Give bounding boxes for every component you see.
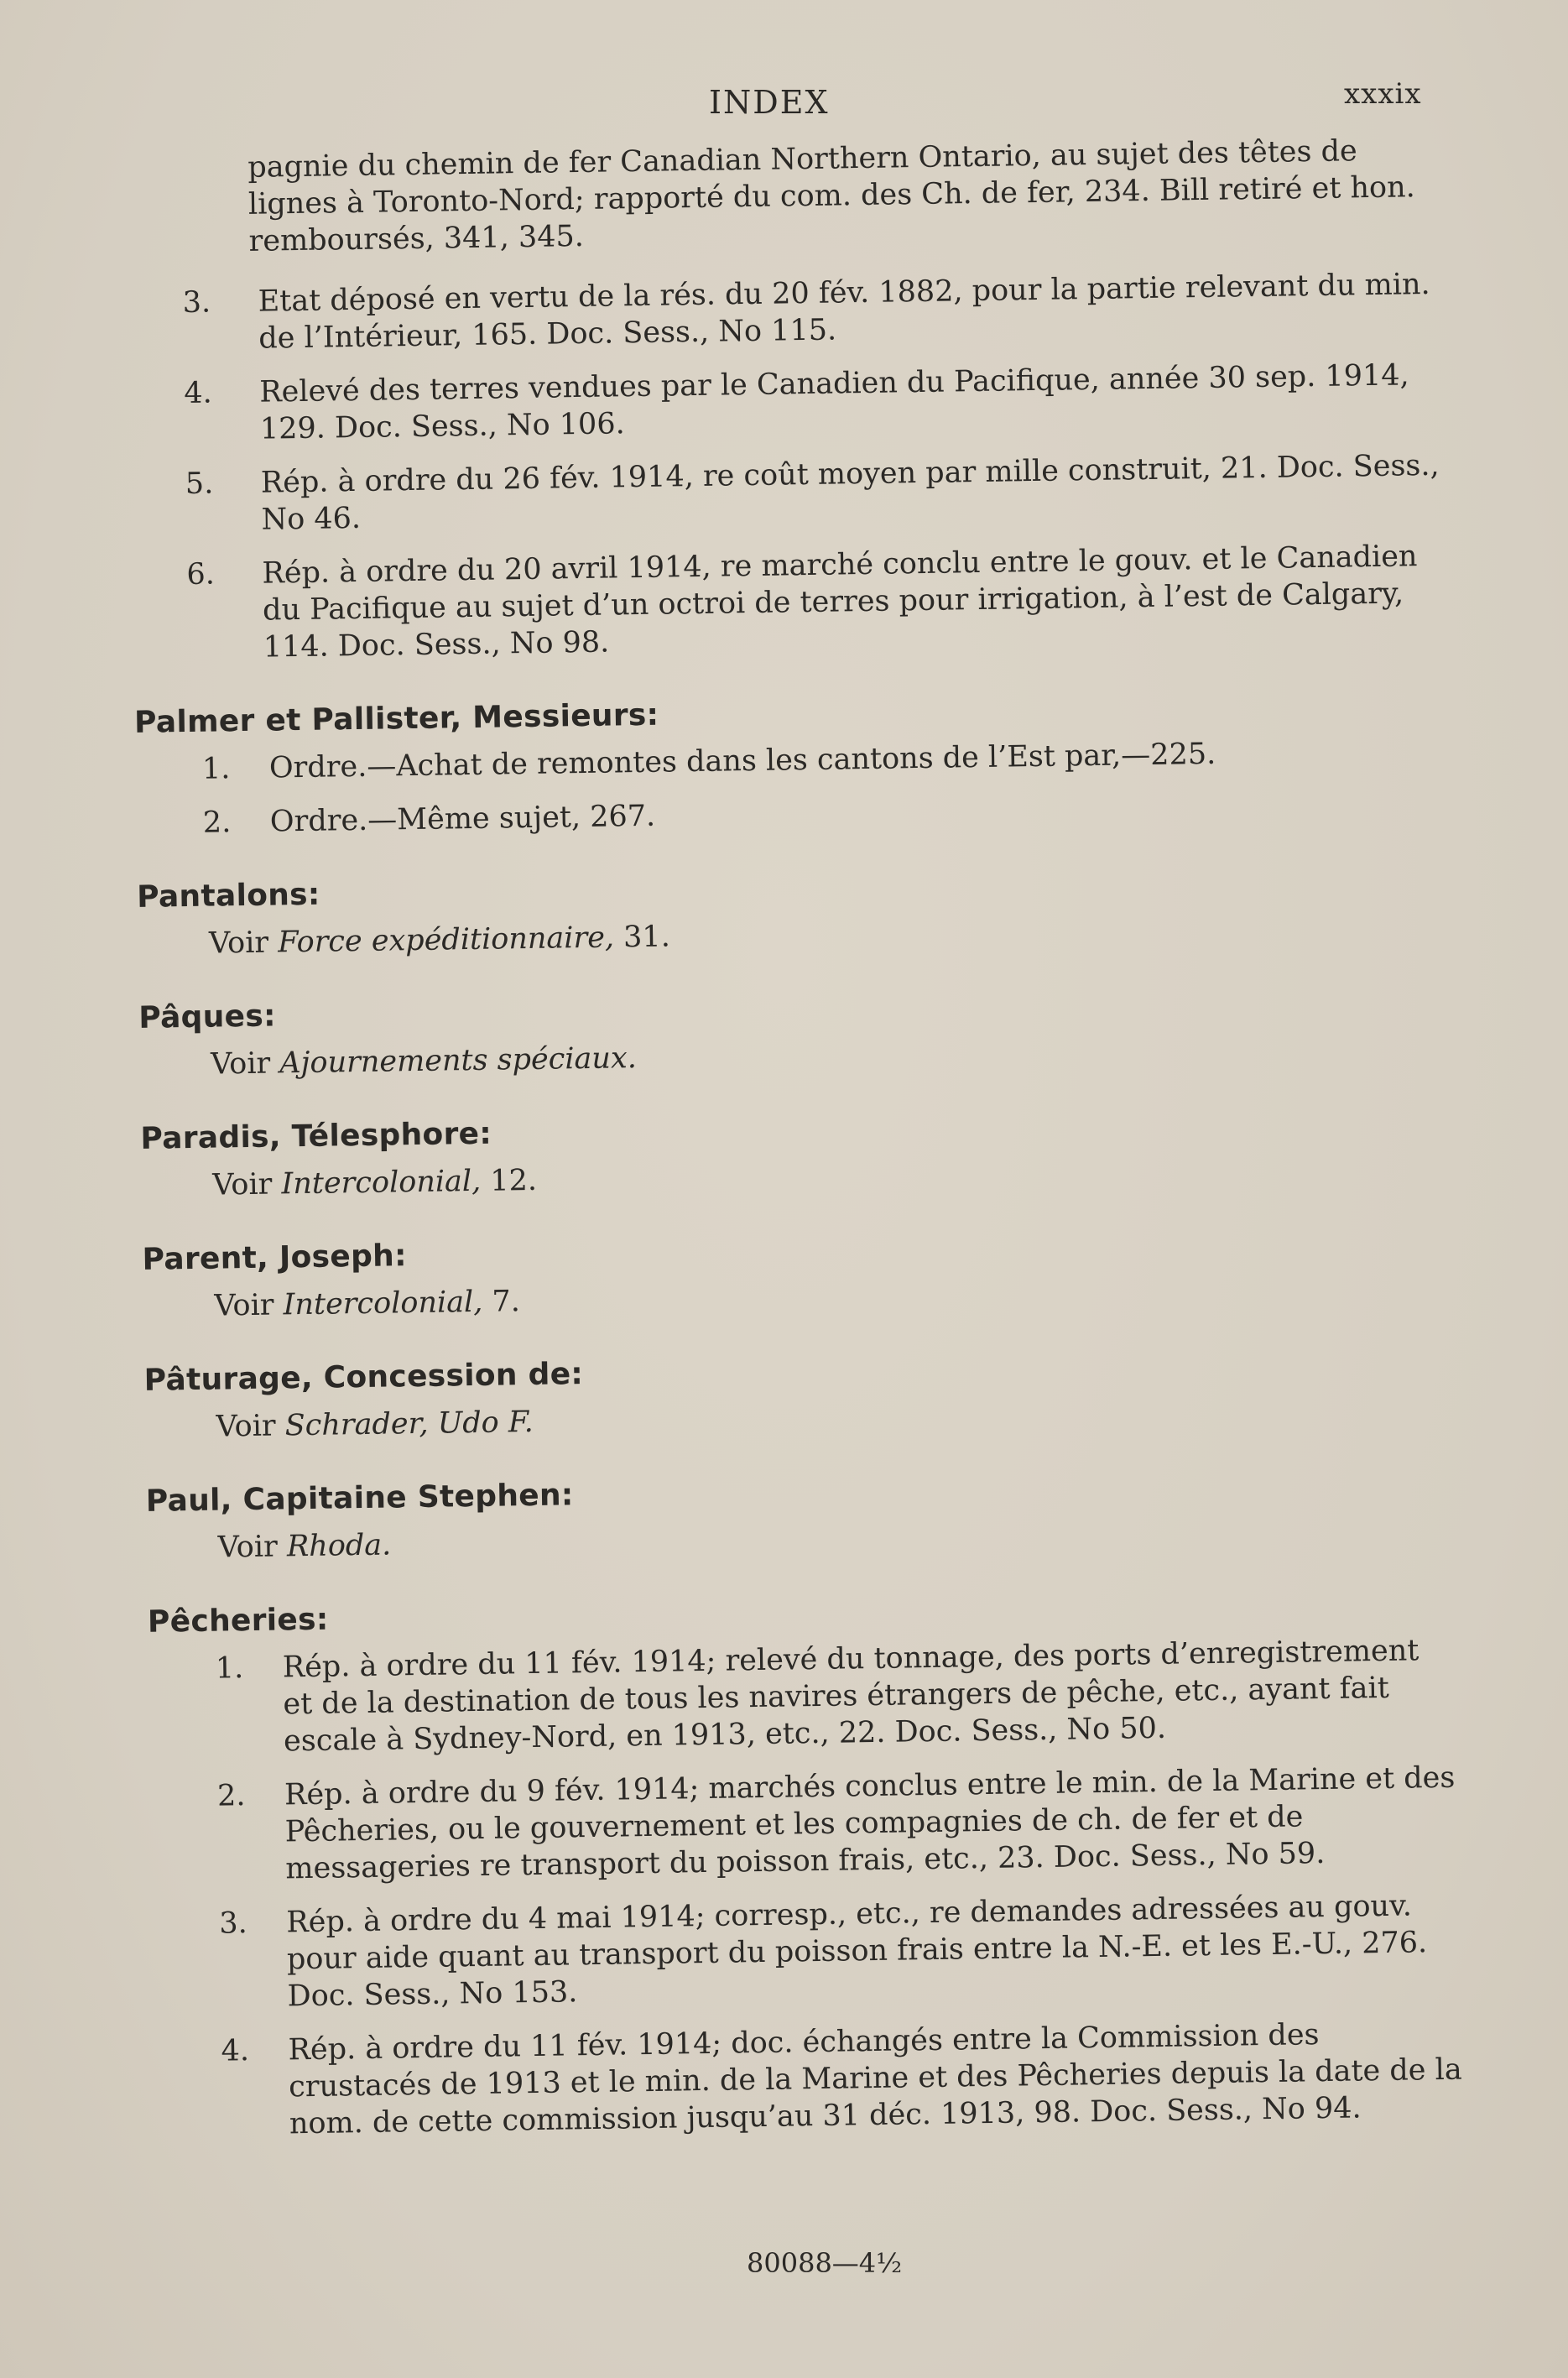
reference-target: Intercolonial,: [281, 1164, 482, 1202]
item-number: 1.: [215, 1651, 244, 1686]
item-text: Rép. à ordre du 11 fév. 1914; relevé du tonnage, des ports d’enregistrement et de la destination de tous les navires étrangers de pêche, etc., ayant fait escale à Sydney-Nord, en 1913, etc., 22. Doc. Sess., No 50.: [282, 1634, 1420, 1759]
entry-heading: Pantalons:: [136, 877, 320, 915]
reference-page: 31.: [613, 920, 671, 955]
list-item: [132, 538, 1442, 668]
index-entry-pantalons: [137, 860, 1446, 963]
index-entry-parent: [142, 1223, 1451, 1326]
index-entry-pecheries: [148, 1585, 1464, 2145]
entry-heading: Pâques:: [138, 999, 277, 1035]
voir-label: Voir: [208, 926, 269, 961]
item-text: Rép. à ordre du 9 fév. 1914; marchés conclus entre le min. de la Marine et des Pêcheries, ou le gouvernement et les compagnies de ch. de fer et de messageries re transport du poisson frais, etc., 23. Doc. Sess., No 59.: [284, 1760, 1456, 1886]
item-text: Etat déposé en vertu de la rés. du 20 fév. 1882, pour la partie relevant du min. de l’Intérieur, 165. Doc. Sess., No 115.: [258, 267, 1430, 356]
see-reference: [146, 1511, 1455, 1567]
reference-target: Schrader, Udo F.: [284, 1405, 534, 1443]
see-reference: [138, 907, 1446, 963]
item-number: 1.: [201, 752, 231, 786]
printer-signature: 80088—4½: [747, 2247, 903, 2279]
see-reference: [143, 1270, 1451, 1326]
item-text: Rép. à ordre du 20 avril 1914, re marché conclu entre le gouv. et le Canadien du Pacifique au sujet d’un octroi de terres pour irrigation, à l’est de Calgary, 114. Doc. Sess., No 98.: [262, 540, 1418, 665]
item-text: Rép. à ordre du 4 mai 1914; corresp., etc., re demandes adressées au gouv. pour aide quant au transport du poisson frais entre la N.-E. et les E.-U., 276. Doc. Sess., No 153.: [286, 1889, 1428, 2014]
list-item: [128, 266, 1437, 359]
voir-label: Voir: [212, 1167, 273, 1202]
reference-target: Ajournements spéciaux.: [279, 1041, 638, 1081]
continued-entry-text: pagnie du chemin de fer Canadian Northern Ontario, au sujet des têtes de lignes à Toronto-Nord; rapporté du com. des Ch. de fer, 234. Bill retiré et hon. remboursés, 341, 345.: [247, 134, 1416, 258]
list-item: [150, 1760, 1461, 1890]
index-entry-paul: [146, 1464, 1456, 1567]
item-text: Rép. à ordre du 11 fév. 1914; doc. échangés entre la Commission des crustacés de 1913 et le min. de la Marine et des Pêcheries depuis la date de la nom. de cette commission jusqu’au 31 déc. 1913, 98. Doc. Sess., No 94.: [288, 2018, 1462, 2141]
list-item: [136, 786, 1445, 842]
item-text: Rép. à ordre du 26 fév. 1914, re coût moyen par mille construit, 21. Doc. Sess., No 46.: [260, 448, 1440, 537]
entry-heading: Paradis, Télesphore:: [140, 1116, 492, 1156]
voir-label: Voir: [210, 1046, 271, 1082]
entry-heading: Palmer et Pallister, Messieurs:: [133, 697, 659, 740]
see-reference: [141, 1149, 1450, 1205]
list-item: [129, 357, 1439, 450]
voir-label: Voir: [214, 1288, 274, 1323]
index-entry-paradis: [140, 1102, 1450, 1205]
item-number: 3.: [182, 285, 211, 321]
list-item: [131, 447, 1440, 540]
reference-target: Intercolonial,: [283, 1285, 483, 1322]
list-item: [152, 1887, 1462, 2017]
index-entry-paques: [138, 981, 1448, 1084]
list-item: [154, 2015, 1464, 2145]
index-entry-paturage: [143, 1343, 1453, 1447]
reference-target: Force expéditionnaire,: [277, 920, 615, 960]
item-number: 6.: [186, 557, 216, 592]
item-text: Relevé des terres vendues par le Canadien du Pacifique, année 30 sep. 1914, 129. Doc. Sess., No 106.: [258, 358, 1409, 446]
reference-page: 12.: [480, 1163, 538, 1198]
list-item: [135, 733, 1444, 789]
item-number: 4.: [221, 2034, 250, 2068]
entry-heading: Pâturage, Concession de:: [143, 1357, 584, 1398]
reference-target: Rhoda.: [286, 1528, 392, 1564]
index-body: [126, 132, 1464, 2162]
voir-label: Voir: [216, 1409, 276, 1444]
voir-label: Voir: [217, 1530, 279, 1565]
entry-heading: Pêcheries:: [147, 1602, 329, 1640]
item-text: Ordre.—Achat de remontes dans les cantons de l’Est par,—225.: [268, 737, 1216, 785]
item-number: 2.: [202, 806, 232, 840]
entry-heading: Parent, Joseph:: [142, 1239, 408, 1277]
item-number: 2.: [216, 1779, 246, 1813]
see-reference: [144, 1390, 1453, 1447]
running-header-title: INDEX: [709, 84, 830, 121]
item-number: 3.: [219, 1906, 248, 1941]
reference-page: 7.: [482, 1285, 521, 1319]
item-text: Ordre.—Même sujet, 267.: [269, 799, 656, 839]
entry-heading: Paul, Capitaine Stephen:: [145, 1478, 574, 1519]
item-number: 5.: [185, 467, 214, 501]
see-reference: [139, 1028, 1448, 1084]
page-number: xxxix: [1344, 77, 1422, 111]
item-number: 4.: [183, 376, 212, 411]
index-entry-palmer: [134, 686, 1445, 842]
list-item: [148, 1632, 1459, 1762]
